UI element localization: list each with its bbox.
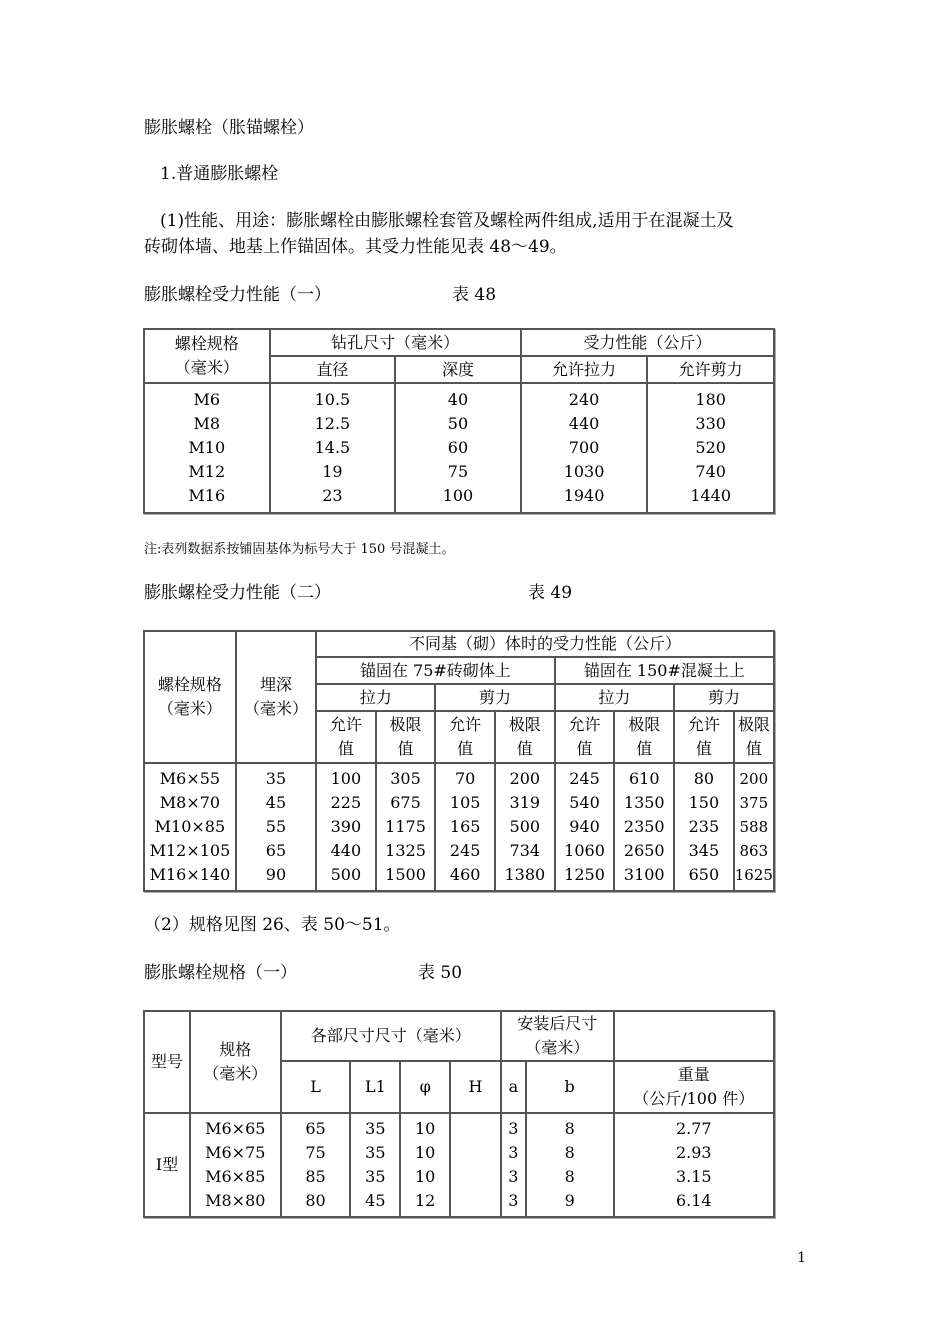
data-cell: 180 330 520 740 1440	[647, 383, 774, 513]
header-cell: 剪力	[435, 684, 554, 711]
header-cell: 受力性能（公斤）	[521, 329, 774, 356]
header-cell: 允许 值	[555, 711, 615, 763]
data-cell: 35 45 55 65 90	[236, 763, 316, 891]
section-title: 1.普通膨胀螺栓	[160, 164, 279, 184]
paragraph-line: （2）规格见图 26、表 50～51。	[144, 915, 401, 935]
data-cell: 2.77 2.93 3.15 6.14	[614, 1113, 775, 1217]
header-cell: 钻孔尺寸（毫米）	[270, 329, 521, 356]
header-cell: φ	[400, 1061, 450, 1113]
table-note: 注:表列数据系按铺固基体为标号大于 150 号混凝土。	[144, 542, 455, 557]
table-48-caption: 膨胀螺栓受力性能（一）	[144, 285, 331, 305]
header-cell: 各部尺寸尺寸（毫米）	[281, 1011, 501, 1061]
header-cell: 剪力	[674, 684, 774, 711]
data-cell	[450, 1113, 501, 1217]
data-cell: 245 540 940 1060 1250	[555, 763, 615, 891]
header-cell: L1	[350, 1061, 400, 1113]
header-cell: 拉力	[316, 684, 435, 711]
header-cell: L	[281, 1061, 351, 1113]
data-cell: 305 675 1175 1325 1500	[376, 763, 436, 891]
header-cell: 允许 值	[316, 711, 376, 763]
table-49-ref: 表 49	[528, 583, 573, 603]
header-cell: 锚固在 150#混凝土上	[555, 657, 774, 684]
header-cell: b	[526, 1061, 614, 1113]
header-cell: H	[450, 1061, 501, 1113]
header-cell: 安装后尺寸 （毫米）	[501, 1011, 614, 1061]
data-cell: 65 75 85 80	[281, 1113, 351, 1217]
header-cell: 允许剪力	[647, 356, 774, 383]
table-50-caption: 膨胀螺栓规格（一）	[144, 963, 297, 983]
header-cell	[614, 1011, 775, 1061]
table-49	[143, 630, 775, 892]
document-heading: 膨胀螺栓（胀锚螺栓）	[144, 118, 314, 138]
header-cell: 极限 值	[495, 711, 555, 763]
header-cell: 允许拉力	[521, 356, 648, 383]
header-cell: 直径	[270, 356, 396, 383]
data-cell: 10 10 10 12	[400, 1113, 450, 1217]
header-cell: 允许 值	[435, 711, 495, 763]
header-cell: 拉力	[555, 684, 674, 711]
data-cell: M6 M8 M10 M12 M16	[144, 383, 270, 513]
header-cell: 螺栓规格 （毫米）	[144, 329, 270, 383]
header-cell: 不同基（砌）体时的受力性能（公斤）	[316, 631, 774, 657]
header-cell: 螺栓规格 （毫米）	[144, 631, 236, 763]
data-cell: M6×65 M6×75 M6×85 M8×80	[190, 1113, 281, 1217]
data-cell: 8 8 8 9	[526, 1113, 614, 1217]
table-49-caption: 膨胀螺栓受力性能（二）	[144, 583, 331, 603]
header-cell: 极限 值	[734, 711, 774, 763]
paragraph-line: (1)性能、用途：膨胀螺栓由膨胀螺栓套管及螺栓两件组成,适用于在混凝土及	[160, 211, 734, 231]
data-cell: 240 440 700 1030 1940	[521, 383, 648, 513]
data-cell: 200 375 588 863 1625	[734, 763, 774, 891]
header-cell: 型号	[144, 1011, 190, 1113]
page-number: 1	[797, 1250, 806, 1266]
data-cell: 610 1350 2350 2650 3100	[614, 763, 674, 891]
data-cell: 100 225 390 440 500	[316, 763, 376, 891]
table-50-ref: 表 50	[418, 963, 463, 983]
data-cell: Ⅰ型	[144, 1113, 190, 1217]
table-50	[143, 1010, 775, 1218]
data-cell: 40 50 60 75 100	[395, 383, 521, 513]
header-cell: 埋深 （毫米）	[236, 631, 316, 763]
header-cell: a	[501, 1061, 526, 1113]
data-cell: 200 319 500 734 1380	[495, 763, 555, 891]
data-cell: 70 105 165 245 460	[435, 763, 495, 891]
header-cell: 规格 （毫米）	[190, 1011, 281, 1113]
data-cell: M6×55 M8×70 M10×85 M12×105 M16×140	[144, 763, 236, 891]
data-cell: 80 150 235 345 650	[674, 763, 734, 891]
header-cell: 极限 值	[376, 711, 436, 763]
header-cell: 允许 值	[674, 711, 734, 763]
data-cell: 10.5 12.5 14.5 19 23	[270, 383, 396, 513]
data-cell: 3 3 3 3	[501, 1113, 526, 1217]
header-cell: 极限 值	[614, 711, 674, 763]
table-48-ref: 表 48	[452, 285, 497, 305]
header-cell: 深度	[395, 356, 521, 383]
header-cell: 锚固在 75#砖砌体上	[316, 657, 555, 684]
data-cell: 35 35 35 45	[350, 1113, 400, 1217]
table-48	[143, 328, 775, 514]
header-cell: 重量 （公斤/100 件）	[614, 1061, 775, 1113]
paragraph-line: 砖砌体墙、地基上作锚固体。其受力性能见表 48～49。	[144, 237, 567, 257]
